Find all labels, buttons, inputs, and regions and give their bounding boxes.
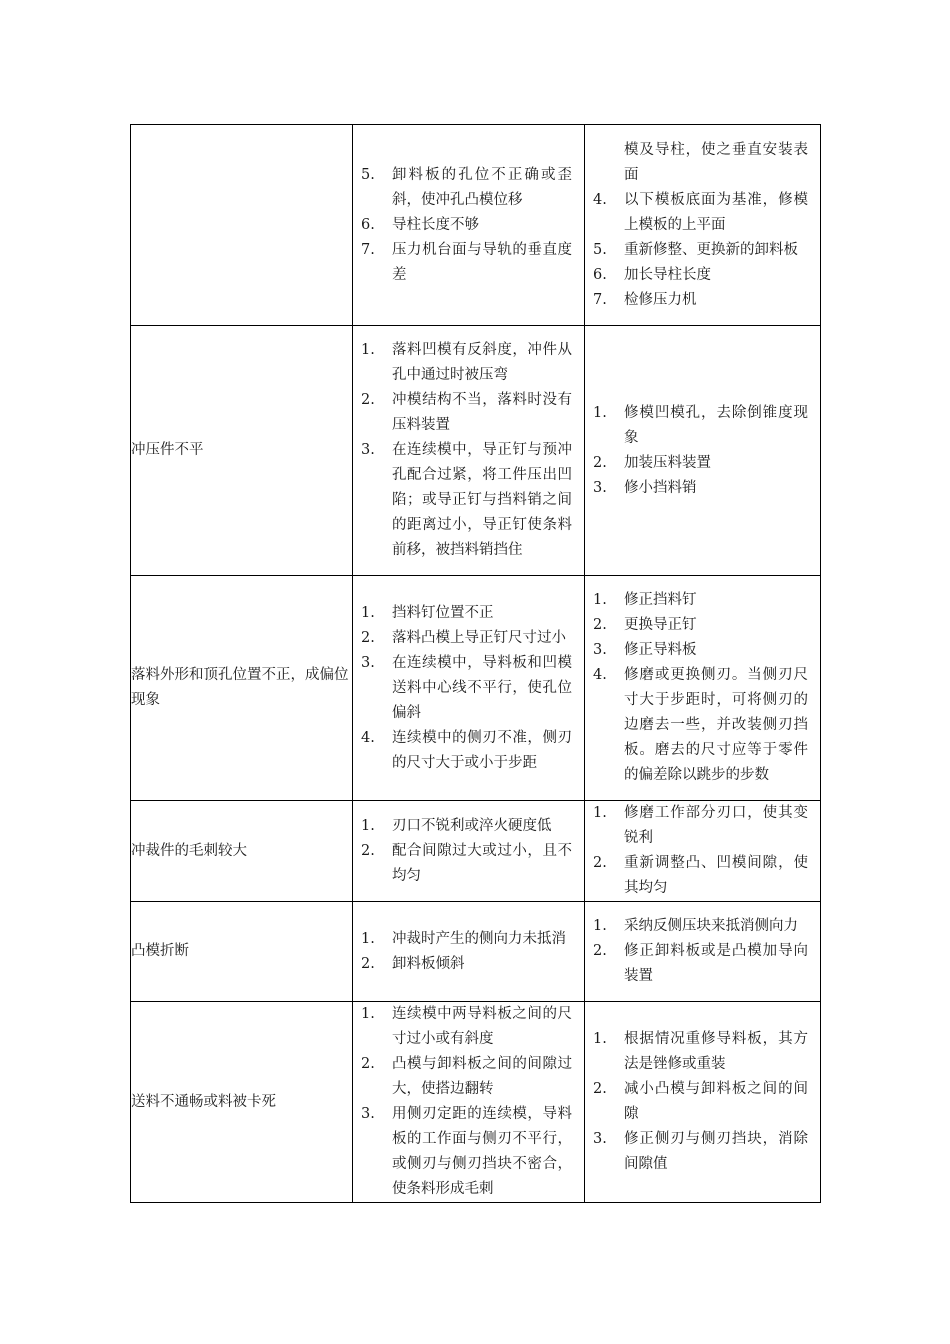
table-row	[131, 576, 821, 801]
list-item	[593, 476, 808, 501]
solutions-list	[585, 914, 820, 989]
item-number: 1.	[361, 604, 375, 621]
table-row	[131, 125, 821, 326]
causes-cell	[353, 1002, 585, 1203]
solutions-cell	[585, 902, 821, 1002]
item-number: 5.	[361, 166, 375, 183]
problem-cell	[131, 125, 353, 326]
list-item	[593, 638, 808, 663]
item-number: 7.	[361, 241, 375, 258]
item-text: 导柱长度不够	[392, 216, 479, 233]
solutions-list	[585, 138, 820, 313]
item-text: 挡料钉位置不正	[392, 604, 494, 621]
item-text: 卸料板倾斜	[392, 955, 465, 972]
causes-list	[353, 601, 584, 776]
causes-list	[353, 814, 584, 889]
solutions-list	[585, 801, 820, 901]
list-item	[593, 663, 808, 788]
list-item	[593, 801, 808, 851]
solutions-list	[585, 401, 820, 501]
causes-cell	[353, 801, 585, 902]
item-number: 1.	[361, 930, 375, 947]
list-item	[361, 213, 572, 238]
item-text: 重新调整凸、凹模间隙，使其均匀	[624, 855, 808, 896]
problem-cell: 落料外形和顶孔位置不正，成偏位现象	[131, 576, 353, 801]
item-number: 1.	[361, 1006, 375, 1022]
list-item	[361, 952, 572, 977]
item-number: 3.	[593, 479, 607, 496]
item-number: 6.	[361, 216, 375, 233]
list-item	[593, 188, 808, 238]
list-item	[593, 939, 808, 989]
item-text: 用侧刃定距的连续模，导料板的工作面与侧刃不平行，或侧刃与侧刃挡块不密合，使条料形成毛刺	[392, 1106, 572, 1197]
item-number: 2.	[593, 855, 607, 871]
list-item	[593, 1077, 808, 1127]
causes-cell	[353, 902, 585, 1002]
item-text: 减小凸模与卸料板之间的间隙	[624, 1081, 808, 1122]
item-text: 在连续模中，导正钉与预冲孔配合过紧，将工件压出凹陷；或导正钉与挡料销之间的距离过小，导正钉使条料前移，被挡料销挡住	[392, 442, 572, 558]
list-item	[593, 401, 808, 451]
list-item	[361, 1002, 572, 1052]
item-number: 3.	[361, 654, 375, 671]
causes-cell	[353, 125, 585, 326]
item-text: 凸模与卸料板之间的间隙过大，使搭边翻转	[392, 1056, 572, 1097]
item-text: 冲裁时产生的侧向力未抵消	[392, 930, 566, 947]
table-row	[131, 1002, 821, 1203]
item-text: 在连续模中，导料板和凹模送料中心线不平行，使孔位偏斜	[392, 654, 572, 721]
list-item	[361, 814, 572, 839]
list-item	[361, 601, 572, 626]
item-number: 2.	[361, 629, 375, 646]
list-item	[593, 451, 808, 476]
item-text: 刃口不锐利或淬火硬度低	[392, 817, 552, 834]
item-text: 卸料板的孔位不正确或歪斜，使冲孔凸模位移	[392, 166, 572, 208]
list-item	[361, 651, 572, 726]
item-number: 7.	[593, 291, 607, 308]
item-number: 2.	[593, 617, 607, 633]
list-item	[361, 338, 572, 388]
list-item	[593, 238, 808, 263]
item-text: 采纳反侧压块来抵消侧向力	[624, 918, 798, 934]
causes-list	[353, 338, 584, 563]
item-text: 修正侧刃与侧刃挡块，消除间隙值	[624, 1131, 808, 1172]
list-item	[361, 626, 572, 651]
item-text: 压力机台面与导轨的垂直度差	[392, 241, 572, 283]
item-number: 4.	[361, 729, 375, 746]
item-number: 5.	[593, 241, 607, 258]
list-item	[593, 288, 808, 313]
item-number: 2.	[593, 1081, 607, 1097]
item-text: 修模凹模孔，去除倒锥度现象	[624, 404, 808, 446]
item-number: 2.	[361, 842, 375, 859]
list-item	[593, 138, 808, 188]
list-item	[361, 726, 572, 776]
list-item	[593, 263, 808, 288]
list-item	[593, 1027, 808, 1077]
item-number: 1.	[593, 592, 607, 608]
list-item	[593, 851, 808, 901]
item-number: 3.	[361, 442, 375, 458]
item-number: 3.	[361, 1106, 375, 1122]
item-text: 修磨工作部分刃口，使其变锐利	[624, 805, 808, 846]
list-item	[361, 1052, 572, 1102]
item-number: 2.	[361, 392, 375, 408]
item-text: 修正导料板	[624, 642, 697, 658]
item-text: 加长导柱长度	[624, 266, 711, 283]
problem-cell: 凸模折断	[131, 902, 353, 1002]
problem-cell: 冲压件不平	[131, 326, 353, 576]
item-number: 1.	[593, 1031, 607, 1047]
item-number: 2.	[361, 955, 375, 972]
item-number: 1.	[593, 918, 607, 934]
list-item	[361, 927, 572, 952]
item-text: 修小挡料销	[624, 479, 697, 496]
item-number: 3.	[593, 642, 607, 658]
item-text: 修磨或更换侧刃。当侧刃尺寸大于步距时，可将侧刃的边磨去一些，并改装侧刃挡板。磨去的尺寸应等于零件的偏差除以跳步的步数	[624, 667, 808, 783]
list-item	[593, 588, 808, 613]
solutions-list	[585, 1027, 820, 1177]
causes-cell	[353, 576, 585, 801]
item-text: 更换导正钉	[624, 617, 697, 633]
solutions-cell	[585, 801, 821, 902]
item-text: 冲模结构不当，落料时没有压料装置	[392, 392, 572, 433]
table-row	[131, 801, 821, 902]
item-number	[593, 138, 624, 188]
item-text: 加装压料装置	[624, 454, 711, 471]
solutions-list	[585, 588, 820, 788]
item-text: 连续模中两导料板之间的尺寸过小或有斜度	[392, 1006, 572, 1047]
troubleshooting-table	[130, 124, 821, 1203]
causes-list	[353, 1002, 584, 1202]
list-item	[593, 1127, 808, 1177]
problem-cell: 冲裁件的毛刺较大	[131, 801, 353, 902]
item-text: 以下模板底面为基准，修模上模板的上平面	[624, 191, 808, 233]
list-item	[361, 438, 572, 563]
item-number: 1.	[361, 817, 375, 834]
item-text: 落料凹模有反斜度，冲件从孔中通过时被压弯	[392, 342, 572, 383]
solutions-cell	[585, 1002, 821, 1203]
item-text: 根据情况重修导料板，其方法是锉修或重装	[624, 1031, 808, 1072]
item-number: 1.	[361, 342, 375, 358]
solutions-cell	[585, 576, 821, 801]
item-number: 4.	[593, 191, 607, 208]
list-item	[361, 388, 572, 438]
causes-list	[353, 163, 584, 288]
table-row	[131, 326, 821, 576]
solutions-cell	[585, 326, 821, 576]
item-number: 1.	[593, 404, 607, 421]
item-number: 2.	[593, 943, 607, 959]
solutions-cell	[585, 125, 821, 326]
table-body	[131, 125, 821, 1203]
item-text: 配合间隙过大或过小，且不均匀	[392, 842, 572, 884]
item-number: 2.	[361, 1056, 375, 1072]
item-text: 重新修整、更换新的卸料板	[624, 241, 798, 258]
item-number: 2.	[593, 454, 607, 471]
item-number: 3.	[593, 1131, 607, 1147]
list-item	[361, 839, 572, 889]
item-text: 修正挡料钉	[624, 592, 697, 608]
list-item	[361, 238, 572, 288]
causes-list	[353, 927, 584, 977]
item-text: 模及导柱，使之垂直安装表面	[624, 141, 808, 183]
list-item	[593, 613, 808, 638]
item-text: 落料凸模上导正钉尺寸过小	[392, 629, 566, 646]
item-number: 4.	[593, 667, 607, 683]
item-text: 连续模中的侧刃不准，侧刃的尺寸大于或小于步距	[392, 729, 572, 771]
item-number: 1.	[593, 805, 607, 821]
item-text: 检修压力机	[624, 291, 697, 308]
list-item	[593, 914, 808, 939]
item-text: 修正卸料板或是凸模加导向装置	[624, 943, 808, 984]
list-item	[361, 163, 572, 213]
problem-cell: 送料不通畅或料被卡死	[131, 1002, 353, 1203]
table-row	[131, 902, 821, 1002]
item-number: 6.	[593, 266, 607, 283]
list-item	[361, 1102, 572, 1202]
causes-cell	[353, 326, 585, 576]
